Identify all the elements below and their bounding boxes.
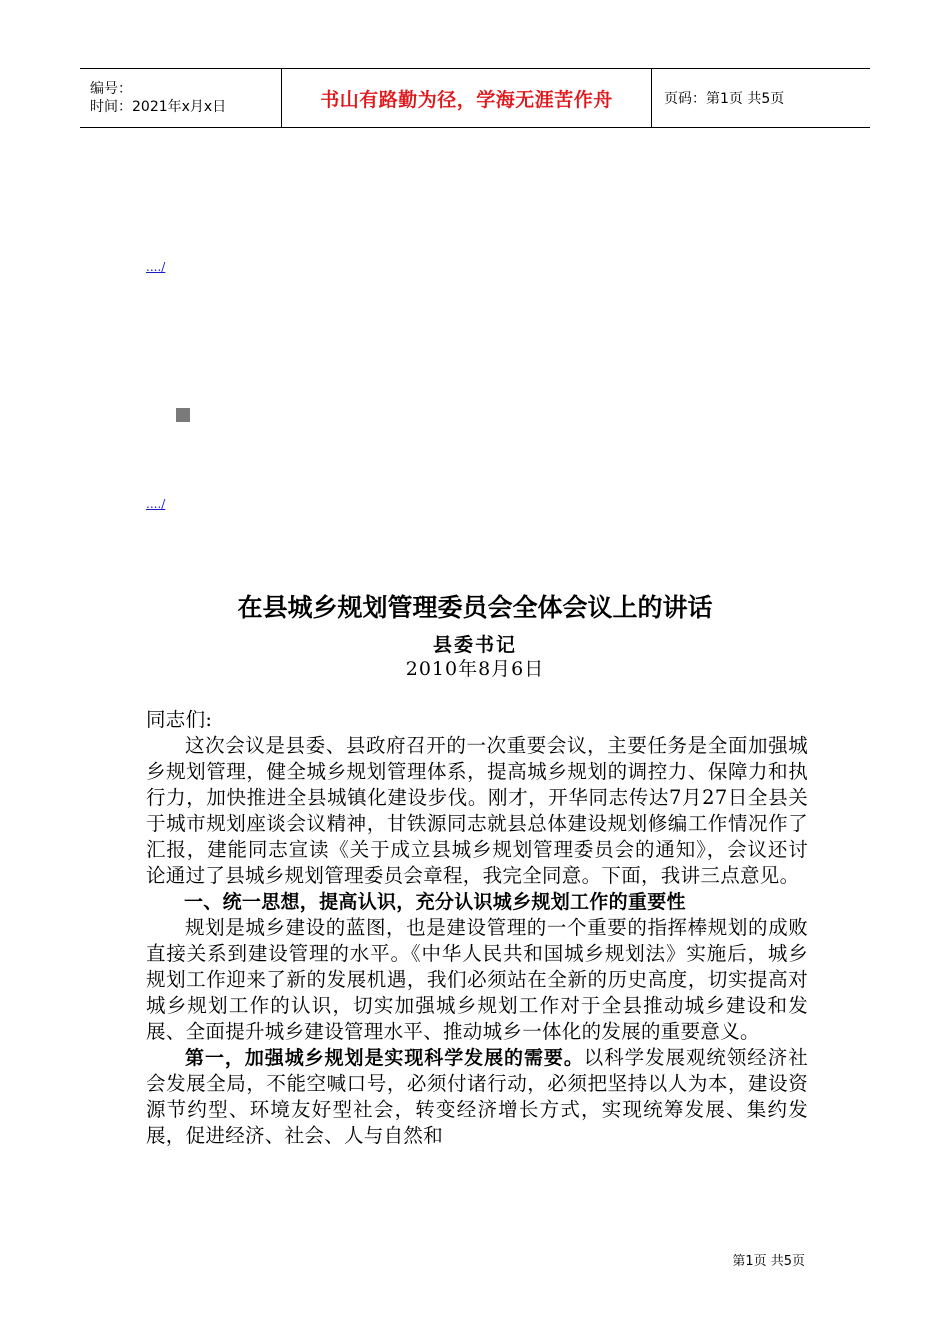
header-motto-cell [281,69,652,127]
document-title: 在县城乡规划管理委员会全体会议上的讲话 [237,593,713,622]
paragraph-3-lead: 第一，加强城乡规划是实现科学发展的需要。 [185,1047,584,1069]
footer-page-number: 第1页 共5页 [732,1254,805,1269]
paragraph-3-text: 以科学发展观统领经济社会发展全局，不能空喊口号，必须付诸行动，必须把坚持以人为本，建设资源节约型、环境友好型社会，转变经济增长方式，实现统筹发展、集约发展，促进经济、社会、人与自然和 [146,1046,808,1147]
header-page-cell [652,69,870,127]
document-number: 编号： [90,81,132,97]
paragraph-3 [146,1045,808,1149]
document-body [146,707,808,1149]
document-time: 时间：2021年x月x日 [90,99,227,115]
paragraph-1: 这次会议是县委、县政府召开的一次重要会议，主要任务是全面加强城乡规划管理，健全城乡规划管理体系，提高城乡规划的调控力、保障力和执行力，加快推进全县城镇化建设步伐。刚才，开华同志传达7月27日全县关于城市规划座谈会议精神，甘铁源同志就县总体建设规划修编工作情况作了汇报，建能同志宣读《关于成立县城乡规划管理委员会的通知》，会议还讨论通过了县城乡规划管理委员会章程，我完全同意。下面，我讲三点意见。 [146,734,808,887]
doc-link-1[interactable]: ..../ [146,260,166,274]
image-placeholder-icon [176,408,190,422]
header-page-number: 页码：第1页 共5页 [664,91,785,107]
document-author: 县委书记 [432,634,517,656]
section-heading-1: 一、统一思想，提高认识，充分认识城乡规划工作的重要性 [184,891,686,913]
salutation: 同志们: [146,708,213,731]
header-motto: 书山有路勤为径，学海无涯苦作舟 [320,88,613,111]
document-date: 2010年8月6日 [405,658,545,680]
paragraph-2: 规划是城乡建设的蓝图，也是建设管理的一个重要的指挥棒规划的成败直接关系到建设管理的水平。《中华人民共和国城乡规划法》实施后，城乡规划工作迎来了新的发展机遇，我们必须站在全新的历史高度，切实提高对城乡规划工作的认识，切实加强城乡规划工作对于全县推动城乡建设和发展、全面提升城乡建设管理水平、推动城乡一体化的发展的重要意义。 [146,916,808,1043]
header-meta [80,69,281,127]
doc-link-2[interactable]: ..../ [146,497,166,511]
document-header [80,68,870,128]
